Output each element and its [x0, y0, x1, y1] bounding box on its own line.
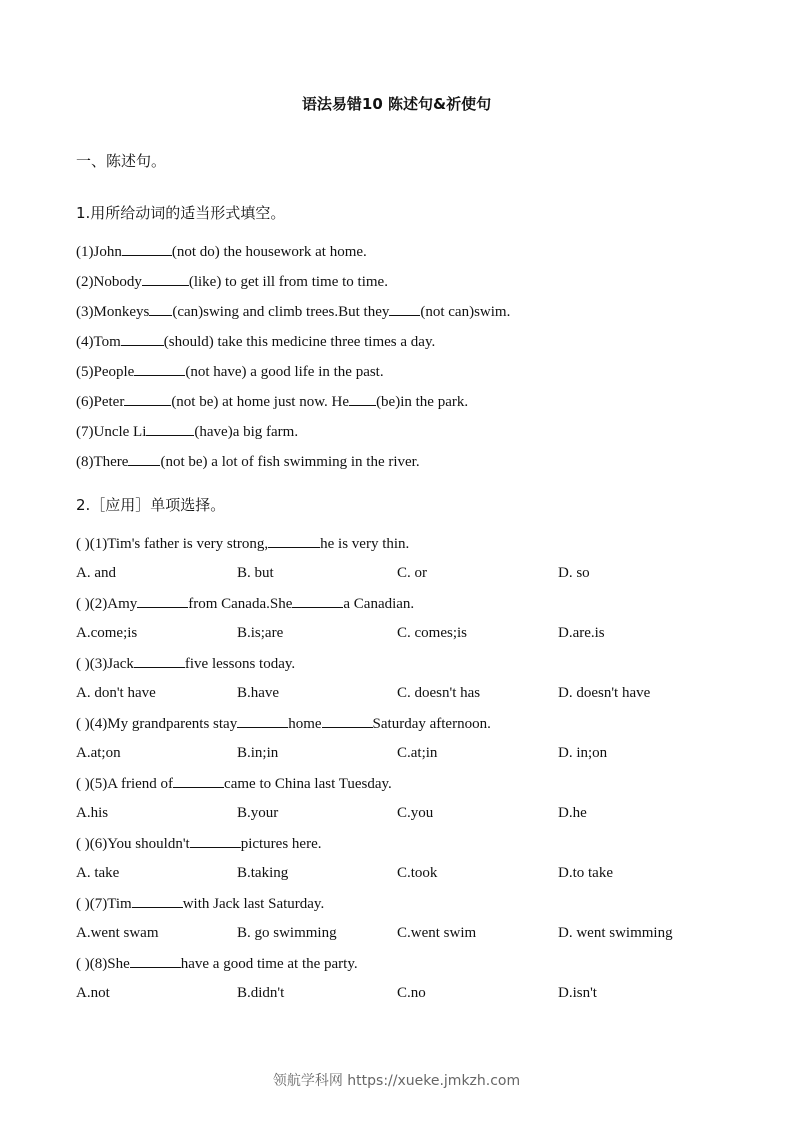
option-c[interactable]: C.took — [397, 865, 438, 881]
option-a[interactable]: A. and — [76, 565, 116, 581]
option-d[interactable]: D.isn't — [558, 985, 597, 1001]
option-c[interactable]: C.no — [397, 985, 426, 1001]
part1-heading: 1.用所给动词的适当形式填空。 — [76, 204, 286, 222]
mc-question: ( )(7)Tim with Jack last Saturday. — [76, 896, 325, 912]
option-c[interactable]: C.went swim — [397, 925, 477, 941]
fill-item: (8)There (not be) a lot of fish swimming in the river. — [76, 454, 420, 470]
option-a[interactable]: A.his — [76, 805, 109, 821]
option-a[interactable]: A.at;on — [76, 745, 121, 761]
option-b[interactable]: B.is;are — [237, 625, 284, 641]
answer-blank[interactable] — [149, 303, 172, 316]
answer-blank[interactable] — [132, 895, 183, 908]
answer-blank[interactable] — [190, 835, 241, 848]
answer-blank[interactable] — [237, 715, 288, 728]
answer-blank[interactable] — [134, 655, 185, 668]
option-c[interactable]: C. or — [397, 565, 427, 581]
option-a[interactable]: A.not — [76, 985, 110, 1001]
fill-item: (1)John (not do) the housework at home. — [76, 244, 367, 260]
page-footer: 领航学科网 https://xueke.jmkzh.com — [272, 1073, 521, 1089]
option-d[interactable]: D.he — [558, 805, 587, 821]
option-d[interactable]: D. doesn't have — [558, 685, 651, 701]
mc-question: ( )(4)My grandparents stay home Saturday afternoon. — [76, 716, 491, 732]
mc-question: ( )(3)Jack five lessons today. — [76, 656, 296, 672]
answer-blank[interactable] — [134, 363, 185, 376]
answer-blank[interactable] — [128, 453, 160, 466]
answer-blank[interactable] — [173, 775, 224, 788]
part2-heading: 2.［应用］单项选择。 — [76, 496, 226, 514]
option-c[interactable]: C.at;in — [397, 745, 438, 761]
answer-blank[interactable] — [137, 595, 188, 608]
option-c[interactable]: C. doesn't has — [397, 685, 481, 701]
mc-question: ( )(8)She have a good time at the party. — [76, 956, 358, 972]
option-d[interactable]: D.are.is — [558, 625, 605, 641]
option-b[interactable]: B. go swimming — [237, 925, 337, 941]
answer-blank[interactable] — [292, 595, 343, 608]
answer-blank[interactable] — [124, 393, 171, 406]
option-c[interactable]: C.you — [397, 805, 434, 821]
option-a[interactable]: A.went swam — [76, 925, 159, 941]
option-b[interactable]: B.didn't — [237, 985, 285, 1001]
option-b[interactable]: B.taking — [237, 865, 289, 881]
mc-question: ( )(6)You shouldn't pictures here. — [76, 836, 322, 852]
option-d[interactable]: D. in;on — [558, 745, 608, 761]
option-c[interactable]: C. comes;is — [397, 625, 467, 641]
mc-question: ( )(5)A friend of came to China last Tuesday. — [76, 776, 392, 792]
option-b[interactable]: B.your — [237, 805, 279, 821]
answer-blank[interactable] — [121, 333, 164, 346]
option-b[interactable]: B.in;in — [237, 745, 279, 761]
fill-item: (6)Peter (not be) at home just now. He (be)in the park. — [76, 394, 469, 410]
option-a[interactable]: A. take — [76, 865, 120, 881]
fill-item: (2)Nobody (like) to get ill from time to time. — [76, 274, 388, 290]
answer-blank[interactable] — [322, 715, 373, 728]
option-d[interactable]: D. went swimming — [558, 925, 673, 941]
page-title: 语法易错10 陈述句&祈使句 — [301, 95, 492, 113]
fill-item: (4)Tom (should) take this medicine three times a day. — [76, 334, 436, 350]
answer-blank[interactable] — [146, 423, 194, 436]
option-d[interactable]: D.to take — [558, 865, 613, 881]
option-a[interactable]: A. don't have — [76, 685, 156, 701]
option-b[interactable]: B. but — [237, 565, 274, 581]
fill-item: (3)Monkeys (can)swing and climb trees.But they (not can)swim. — [76, 304, 511, 320]
option-b[interactable]: B.have — [237, 685, 280, 701]
fill-item: (5)People (not have) a good life in the past. — [76, 364, 384, 380]
answer-blank[interactable] — [389, 303, 420, 316]
mc-question: ( )(2)Amy from Canada.She a Canadian. — [76, 596, 415, 612]
option-a[interactable]: A.come;is — [76, 625, 138, 641]
option-d[interactable]: D. so — [558, 565, 590, 581]
answer-blank[interactable] — [268, 535, 320, 548]
answer-blank[interactable] — [349, 393, 376, 406]
section-heading: 一、陈述句。 — [76, 152, 167, 170]
answer-blank[interactable] — [122, 243, 172, 256]
answer-blank[interactable] — [142, 273, 189, 286]
answer-blank[interactable] — [130, 955, 181, 968]
fill-item: (7)Uncle Li (have)a big farm. — [76, 424, 299, 440]
mc-question: ( )(1)Tim's father is very strong, he is very thin. — [76, 536, 410, 552]
